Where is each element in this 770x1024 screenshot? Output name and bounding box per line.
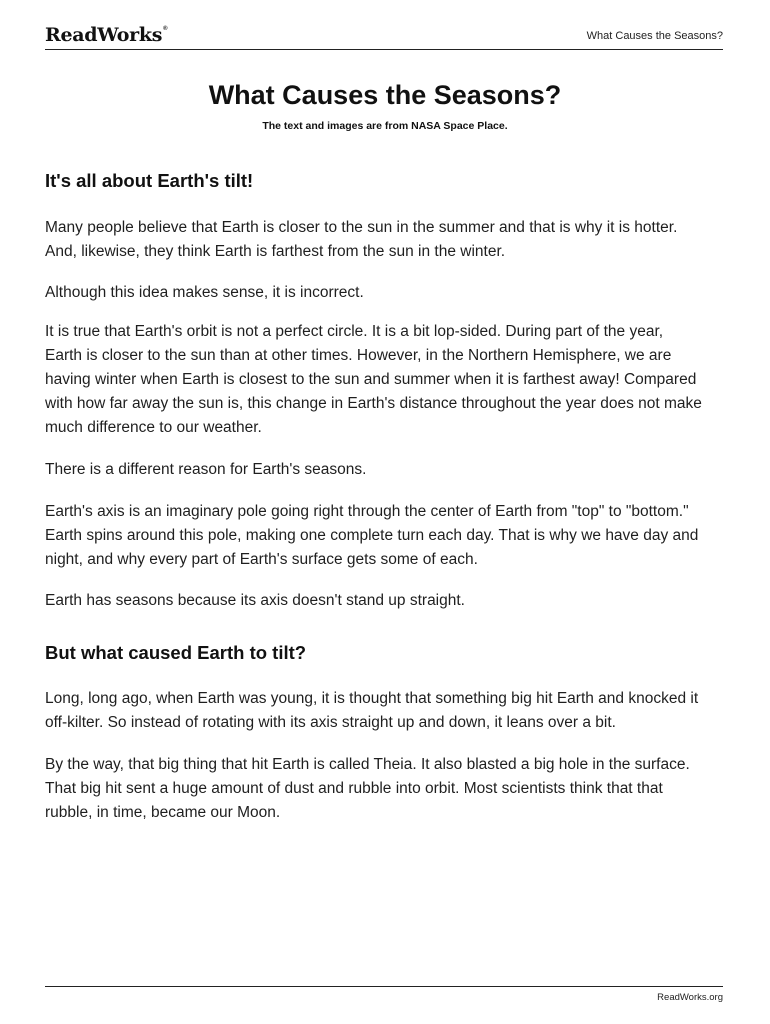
readworks-logo <box>45 26 167 45</box>
paragraph-line: with how far away the sun is, this change in Earth's distance throughout the year does not make <box>45 395 702 412</box>
page-header <box>45 24 723 50</box>
paragraph-line: much difference to our weather. <box>45 419 262 436</box>
paragraph <box>45 500 745 572</box>
paragraph <box>45 753 745 825</box>
header-document-title: What Causes the Seasons? <box>586 30 723 42</box>
paragraph-line: Many people believe that Earth is closer to the sun in the summer and that is why it is hotter. <box>45 219 678 236</box>
page-subtitle: The text and images are from NASA Space Place. <box>262 120 508 132</box>
paragraph <box>45 589 745 613</box>
paragraph <box>45 687 745 735</box>
paragraph-line: Earth spins around this pole, making one complete turn each day. That is why we have day and <box>45 527 699 544</box>
paragraph-line: Earth is closer to the sun than at other times. However, in the Northern Hemisphere, we are <box>45 347 672 364</box>
paragraph-line: Earth has seasons because its axis doesn't stand up straight. <box>45 592 465 609</box>
page-footer <box>45 986 723 1003</box>
footer-site-name: ReadWorks.org <box>657 992 723 1003</box>
paragraph <box>45 216 745 264</box>
paragraph-line: off-kilter. So instead of rotating with its axis straight up and down, it leans over a bit. <box>45 714 616 731</box>
paragraph-line: having winter when Earth is closest to the sun and summer when it is farthest away! Compared <box>45 371 697 388</box>
page-title: What Causes the Seasons? <box>208 80 562 110</box>
section-heading-cause: But what caused Earth to tilt? <box>45 642 307 663</box>
section-heading-tilt: It's all about Earth's tilt! <box>45 170 254 191</box>
paragraph <box>45 458 745 482</box>
paragraph-line: Although this idea makes sense, it is incorrect. <box>45 284 364 301</box>
paragraph-line: night, and why every part of Earth's surface gets some of each. <box>45 551 478 568</box>
paragraph-line: That big hit sent a huge amount of dust and rubble into orbit. Most scientists think that that <box>45 780 663 797</box>
paragraph-line: rubble, in time, became our Moon. <box>45 804 281 821</box>
paragraph <box>45 320 745 440</box>
paragraph-line: There is a different reason for Earth's seasons. <box>45 461 367 478</box>
paragraph-line: And, likewise, they think Earth is farthest from the sun in the winter. <box>45 243 506 260</box>
paragraph-line: Long, long ago, when Earth was young, it is thought that something big hit Earth and knocked it <box>45 690 699 707</box>
logo-text: ReadWorks <box>45 24 163 46</box>
paragraph-line: Earth's axis is an imaginary pole going right through the center of Earth from "top" to "bottom." <box>45 503 689 520</box>
registered-mark: ® <box>163 26 168 32</box>
paragraph-line: It is true that Earth's orbit is not a perfect circle. It is a bit lop-sided. During part of the year, <box>45 323 664 340</box>
paragraph-line: By the way, that big thing that hit Earth is called Theia. It also blasted a big hole in the surface. <box>45 756 690 773</box>
paragraph <box>45 281 745 305</box>
